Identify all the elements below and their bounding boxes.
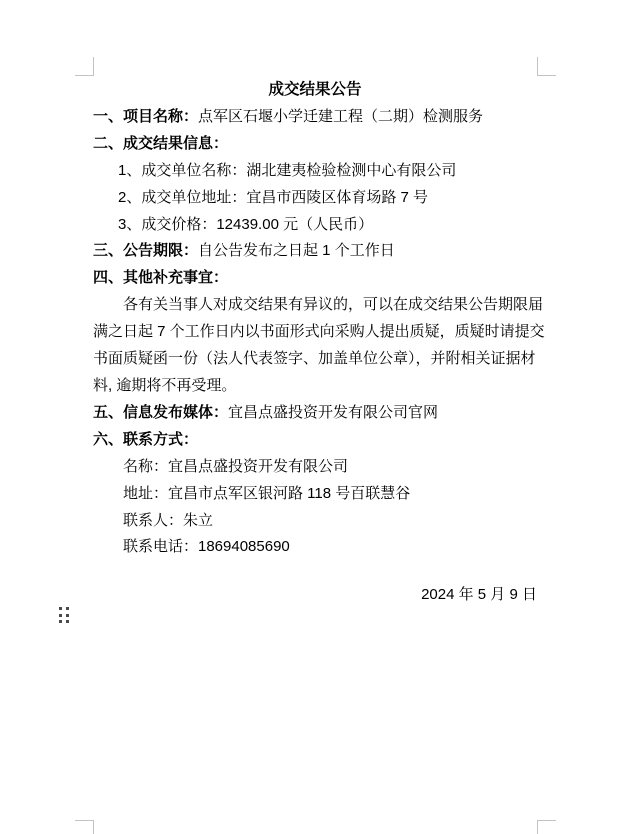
supplement-paragraph-line: 满之日起 7 个工作日内以书面形式向采购人提出质疑，质疑时请提交 [93, 323, 545, 341]
document-content [93, 77, 545, 609]
section-label: 三、公告期限： [93, 242, 199, 260]
section-label: 二、成交结果信息： [93, 134, 229, 152]
section-announcement-period [93, 238, 537, 265]
section-value: 点军区石堰小学迁建工程（二期）检测服务 [198, 107, 484, 125]
document-date: 2024 年 5 月 9 日 [421, 586, 537, 604]
contact-item-name: 名称：宜昌点盛投资开发有限公司 [123, 457, 349, 475]
section-value: 宜昌点盛投资开发有限公司官网 [228, 403, 439, 421]
margin-crop-mark-bottom-right [537, 820, 556, 834]
result-item-supplier-address: 2、成交单位地址：宜昌市西陵区体育场路 7 号 [118, 188, 429, 206]
section-label: 六、联系方式： [93, 430, 199, 448]
contact-item-person: 联系人：朱立 [123, 511, 214, 529]
contact-item-address: 地址：宜昌市点军区银河路 118 号百联慧谷 [123, 484, 411, 502]
section-label: 一、项目名称： [93, 107, 199, 125]
section-value: 自公告发布之日起 1 个工作日 [198, 242, 395, 260]
contact-item-phone: 联系电话：18694085690 [123, 538, 290, 556]
drag-handle-dots-icon[interactable] [59, 607, 69, 623]
supplement-paragraph-line: 书面质疑函一份（法人代表签字、加盖单位公章），并附相关证据材 [93, 350, 536, 368]
supplement-paragraph-line: 料, 逾期将不再受理。 [93, 376, 237, 394]
section-label: 四、其他补充事宜： [93, 269, 229, 287]
section-project-name [93, 104, 537, 131]
section-contact-heading [93, 427, 537, 454]
margin-crop-mark-top-right [537, 57, 556, 76]
supplement-paragraph-line: 各有关当事人对成交结果有异议的，可以在成交结果公告期限届 [123, 296, 544, 314]
section-label: 五、信息发布媒体： [93, 403, 229, 421]
margin-crop-mark-bottom-left [75, 820, 94, 834]
margin-crop-mark-top-left [75, 57, 94, 76]
section-publish-media [93, 400, 537, 427]
result-item-price: 3、成交价格：12439.00 元（人民币） [118, 215, 374, 233]
section-supplement-heading [93, 265, 537, 292]
section-result-heading [93, 131, 537, 158]
result-item-supplier-name: 1、成交单位名称：湖北建夷检验检测中心有限公司 [118, 161, 457, 179]
document-title: 成交结果公告 [268, 81, 362, 98]
